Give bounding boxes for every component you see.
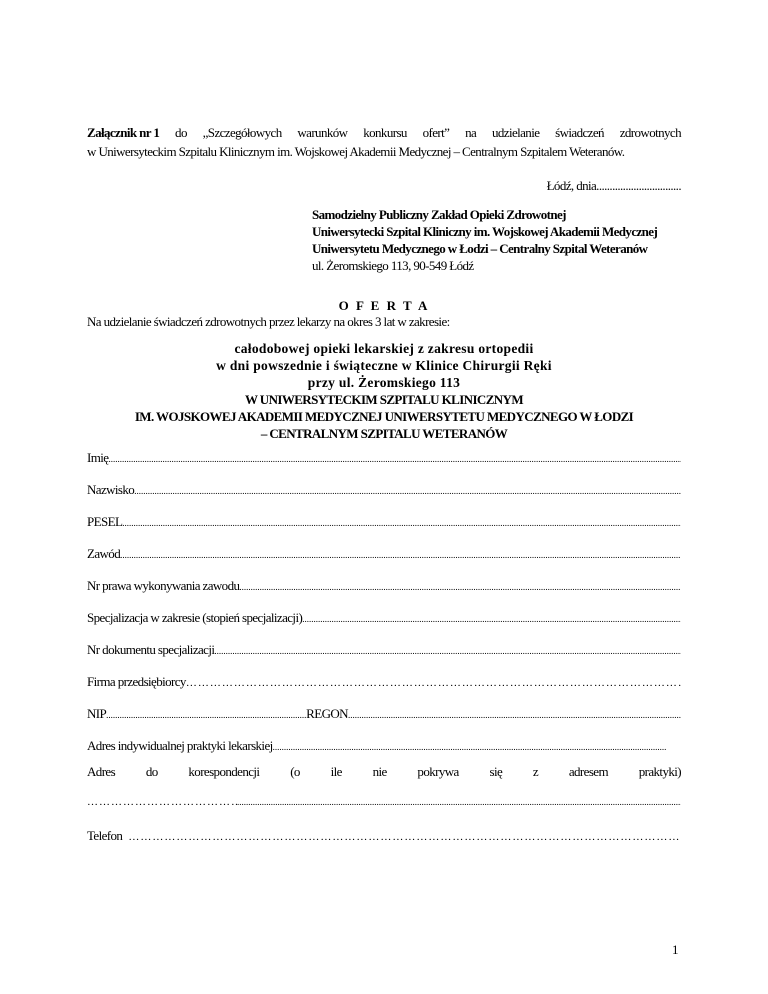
field-firma[interactable] [87,674,681,690]
label-word: nie [372,764,387,779]
field-imie[interactable] [87,450,681,466]
fill-line[interactable] [237,797,681,807]
fill-line[interactable] [239,582,681,592]
field-nr-dokumentu[interactable] [87,642,681,658]
intro-paragraph [87,123,681,161]
intro-word: udzielanie [491,125,540,140]
attachment-label: Załącznik nr 1 [87,125,160,140]
field-label: Adres indywidualnej praktyki lekarskiej [87,738,273,753]
fill-line[interactable] [122,518,681,528]
label-word: ile [330,764,342,779]
intro-word: „Szczegółowych [202,125,282,140]
field-label: Firma przedsiębiorcy [87,674,186,689]
field-label-regon: REGON [306,706,348,721]
fill-line[interactable] [87,796,237,808]
field-telefon[interactable] [87,828,681,844]
recipient-address: ul. Żeromskiego 113, 90-549 Łódź [312,258,474,273]
scope-line-upper: IM. WOJSKOWEJ AKADEMII MEDYCZNEJ UNIWERSYTETU MEDYCZNEGO W ŁODZI [134,409,634,424]
field-nip-regon[interactable] [87,706,681,722]
label-word: do [145,764,158,779]
fill-line[interactable] [134,486,681,496]
date-line: Łódź, dnia................................ [546,178,681,193]
scope-line-upper: W UNIWERSYTECKIM SZPITALU KLINICZNYM [244,392,524,407]
intro-word: na [465,125,477,140]
field-adres-korespondencji-label [87,764,681,780]
field-zawod[interactable] [87,546,681,562]
label-word: adresem [568,764,608,779]
intro-line-1 [87,123,681,142]
intro-word: konkursu [363,125,407,140]
fill-line[interactable] [214,646,681,656]
intro-word: świadczeń [555,125,604,140]
fill-line[interactable] [108,454,681,464]
field-label: Imię [87,450,109,465]
scope-line: całodobowej opieki lekarskiej z zakresu ortopedii [234,341,534,356]
fill-line[interactable] [120,550,681,560]
label-word: Adres [87,764,116,779]
page-number: 1 [672,942,679,957]
intro-word: zdrowotnych [619,125,681,140]
field-nazwisko[interactable] [87,482,681,498]
recipient-line: Uniwersytecki Szpital Kliniczny im. Wojskowej Akademii Medycznej [312,224,658,239]
field-label: Nr dokumentu specjalizacji [87,642,215,657]
field-label: Zawód [87,546,121,561]
field-adres-praktyki[interactable] [87,738,667,754]
field-nr-prawa[interactable] [87,578,681,594]
field-pesel[interactable] [87,514,681,530]
intro-word: warunków [297,125,348,140]
intro-word: ofert” [422,125,450,140]
scope-line: w dni powszednie i świąteczne w Klinice Chirurgii Ręki [216,358,552,373]
fill-line[interactable] [128,831,681,843]
label-word: się [489,764,503,779]
field-specjalizacja[interactable] [87,610,681,626]
fill-line[interactable] [273,742,667,752]
field-label-nip: NIP [87,706,107,721]
label-word: z [532,764,539,779]
label-word: praktyki) [638,764,681,779]
fill-line-nip[interactable] [106,710,306,720]
field-label: Nr prawa wykonywania zawodu [87,578,240,593]
field-label: PESEL [87,514,123,529]
field-label: Specjalizacja w zakresie (stopień specjalizacji) [87,610,303,625]
field-adres-korespondencji[interactable] [87,796,681,808]
scope-line: przy ul. Żeromskiego 113 [307,375,461,390]
recipient-block [312,206,692,274]
intro-line-2: w Uniwersyteckim Szpitalu Klinicznym im. Wojskowej Akademii Medycznej – Centralnym Szpitalem Weteranów. [87,144,625,159]
offer-title: O F E R T A [338,298,430,313]
intro-word: do [175,125,187,140]
label-word: pokrywa [417,764,459,779]
fill-line[interactable] [302,614,681,624]
field-label: Nazwisko [87,482,135,497]
label-word: (o [290,764,300,779]
recipient-line: Uniwersytetu Medycznego w Łodzi – Centralny Szpital Weteranów [312,241,648,256]
scope-line-upper: – CENTRALNYM SZPITALU WETERANÓW [260,426,508,441]
label-word: korespondencji [188,764,260,779]
fill-line[interactable] [186,677,681,689]
offer-scope [0,340,768,442]
offer-subtitle: Na udzielanie świadczeń zdrowotnych przez lekarzy na okres 3 lat w zakresie: [87,314,450,329]
field-label: Telefon [87,828,123,843]
recipient-line: Samodzielny Publiczny Zakład Opieki Zdrowotnej [312,207,566,222]
fill-line-regon[interactable] [348,710,681,720]
